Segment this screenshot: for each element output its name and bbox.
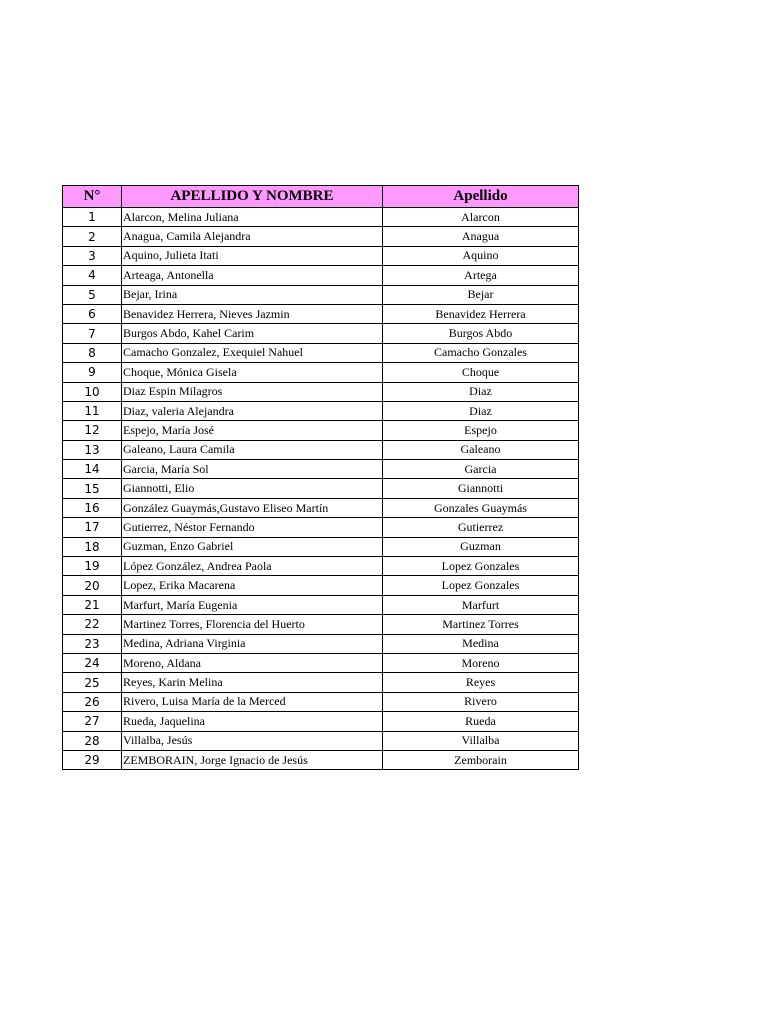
row-number: 11: [63, 401, 122, 420]
table-row: [63, 363, 579, 382]
row-full-name: Rivero, Luisa María de la Merced: [122, 692, 383, 711]
row-full-name: López González, Andrea Paola: [122, 557, 383, 576]
row-full-name: Alarcon, Melina Juliana: [122, 208, 383, 227]
row-surname: Giannotti: [383, 479, 579, 498]
row-surname: Camacho Gonzales: [383, 343, 579, 362]
row-number: 14: [63, 460, 122, 479]
table-row: [63, 653, 579, 672]
table-header: [63, 186, 579, 208]
table-row: [63, 227, 579, 246]
table-row: [63, 731, 579, 750]
row-surname: Medina: [383, 634, 579, 653]
row-surname: Gonzales Guaymás: [383, 498, 579, 517]
row-surname: Alarcon: [383, 208, 579, 227]
row-full-name: Villalba, Jesús: [122, 731, 383, 750]
table-row: [63, 673, 579, 692]
row-surname: Reyes: [383, 673, 579, 692]
row-full-name: Galeano, Laura Camila: [122, 440, 383, 459]
row-surname: Diaz: [383, 382, 579, 401]
row-full-name: Choque, Mónica Gisela: [122, 363, 383, 382]
row-surname: Marfurt: [383, 595, 579, 614]
row-full-name: Benavidez Herrera, Nieves Jazmin: [122, 304, 383, 323]
table-row: [63, 692, 579, 711]
row-number: 5: [63, 285, 122, 304]
row-number: 20: [63, 576, 122, 595]
table-row: [63, 304, 579, 323]
row-full-name: Reyes, Karin Melina: [122, 673, 383, 692]
row-full-name: Garcia, María Sol: [122, 460, 383, 479]
table-row: [63, 266, 579, 285]
row-surname: Choque: [383, 363, 579, 382]
table-row: [63, 479, 579, 498]
row-full-name: Diaz, valeria Alejandra: [122, 401, 383, 420]
table-row: [63, 460, 579, 479]
row-surname: Lopez Gonzales: [383, 576, 579, 595]
row-full-name: Moreno, Aldana: [122, 653, 383, 672]
row-full-name: Martinez Torres, Florencia del Huerto: [122, 615, 383, 634]
row-full-name: Arteaga, Antonella: [122, 266, 383, 285]
row-full-name: Giannotti, Elio: [122, 479, 383, 498]
row-number: 6: [63, 304, 122, 323]
header-row: [63, 186, 579, 208]
row-full-name: Diaz Espin Milagros: [122, 382, 383, 401]
table-row: [63, 246, 579, 265]
table-row: [63, 712, 579, 731]
row-full-name: Gutierrez, Néstor Fernando: [122, 518, 383, 537]
row-full-name: Marfurt, María Eugenia: [122, 595, 383, 614]
row-surname: Artega: [383, 266, 579, 285]
table-row: [63, 421, 579, 440]
row-surname: Espejo: [383, 421, 579, 440]
row-full-name: Espejo, María José: [122, 421, 383, 440]
table-row: [63, 634, 579, 653]
row-number: 27: [63, 712, 122, 731]
row-surname: Zemborain: [383, 750, 579, 769]
row-surname: Rueda: [383, 712, 579, 731]
table-row: [63, 595, 579, 614]
row-surname: Diaz: [383, 401, 579, 420]
row-number: 29: [63, 750, 122, 769]
row-surname: Garcia: [383, 460, 579, 479]
row-number: 16: [63, 498, 122, 517]
header-surname: Apellido: [383, 186, 579, 208]
table-row: [63, 518, 579, 537]
row-number: 9: [63, 363, 122, 382]
table-body: [63, 208, 579, 770]
row-surname: Moreno: [383, 653, 579, 672]
row-surname: Lopez Gonzales: [383, 557, 579, 576]
row-full-name: Aquino, Julieta Itati: [122, 246, 383, 265]
row-surname: Guzman: [383, 537, 579, 556]
row-number: 3: [63, 246, 122, 265]
row-surname: Burgos Abdo: [383, 324, 579, 343]
table-row: [63, 615, 579, 634]
row-number: 8: [63, 343, 122, 362]
header-number: N°: [63, 186, 122, 208]
table-row: [63, 382, 579, 401]
row-full-name: Bejar, Irina: [122, 285, 383, 304]
row-full-name: Rueda, Jaquelina: [122, 712, 383, 731]
table-row: [63, 576, 579, 595]
row-full-name: Anagua, Camila Alejandra: [122, 227, 383, 246]
row-surname: Aquino: [383, 246, 579, 265]
row-number: 4: [63, 266, 122, 285]
row-number: 15: [63, 479, 122, 498]
table-row: [63, 750, 579, 769]
table-row: [63, 557, 579, 576]
row-number: 23: [63, 634, 122, 653]
table-row: [63, 498, 579, 517]
row-number: 12: [63, 421, 122, 440]
row-number: 24: [63, 653, 122, 672]
table-row: [63, 401, 579, 420]
row-number: 25: [63, 673, 122, 692]
row-full-name: González Guaymás,Gustavo Eliseo Martín: [122, 498, 383, 517]
row-full-name: Camacho Gonzalez, Exequiel Nahuel: [122, 343, 383, 362]
table-row: [63, 343, 579, 362]
table-row: [63, 208, 579, 227]
row-number: 1: [63, 208, 122, 227]
row-surname: Benavidez Herrera: [383, 304, 579, 323]
row-surname: Gutierrez: [383, 518, 579, 537]
row-number: 28: [63, 731, 122, 750]
row-number: 18: [63, 537, 122, 556]
header-full-name: APELLIDO Y NOMBRE: [122, 186, 383, 208]
row-surname: Martinez Torres: [383, 615, 579, 634]
table-row: [63, 285, 579, 304]
row-full-name: Burgos Abdo, Kahel Carim: [122, 324, 383, 343]
student-table: [62, 185, 579, 770]
row-number: 21: [63, 595, 122, 614]
row-surname: Anagua: [383, 227, 579, 246]
row-number: 17: [63, 518, 122, 537]
row-number: 2: [63, 227, 122, 246]
table-row: [63, 440, 579, 459]
row-full-name: Guzman, Enzo Gabriel: [122, 537, 383, 556]
row-surname: Bejar: [383, 285, 579, 304]
row-number: 19: [63, 557, 122, 576]
row-surname: Rivero: [383, 692, 579, 711]
row-number: 13: [63, 440, 122, 459]
row-number: 22: [63, 615, 122, 634]
table-row: [63, 324, 579, 343]
table-row: [63, 537, 579, 556]
row-full-name: ZEMBORAIN, Jorge Ignacio de Jesús: [122, 750, 383, 769]
row-number: 26: [63, 692, 122, 711]
row-number: 10: [63, 382, 122, 401]
row-number: 7: [63, 324, 122, 343]
row-surname: Villalba: [383, 731, 579, 750]
row-surname: Galeano: [383, 440, 579, 459]
row-full-name: Lopez, Erika Macarena: [122, 576, 383, 595]
row-full-name: Medina, Adriana Virginia: [122, 634, 383, 653]
